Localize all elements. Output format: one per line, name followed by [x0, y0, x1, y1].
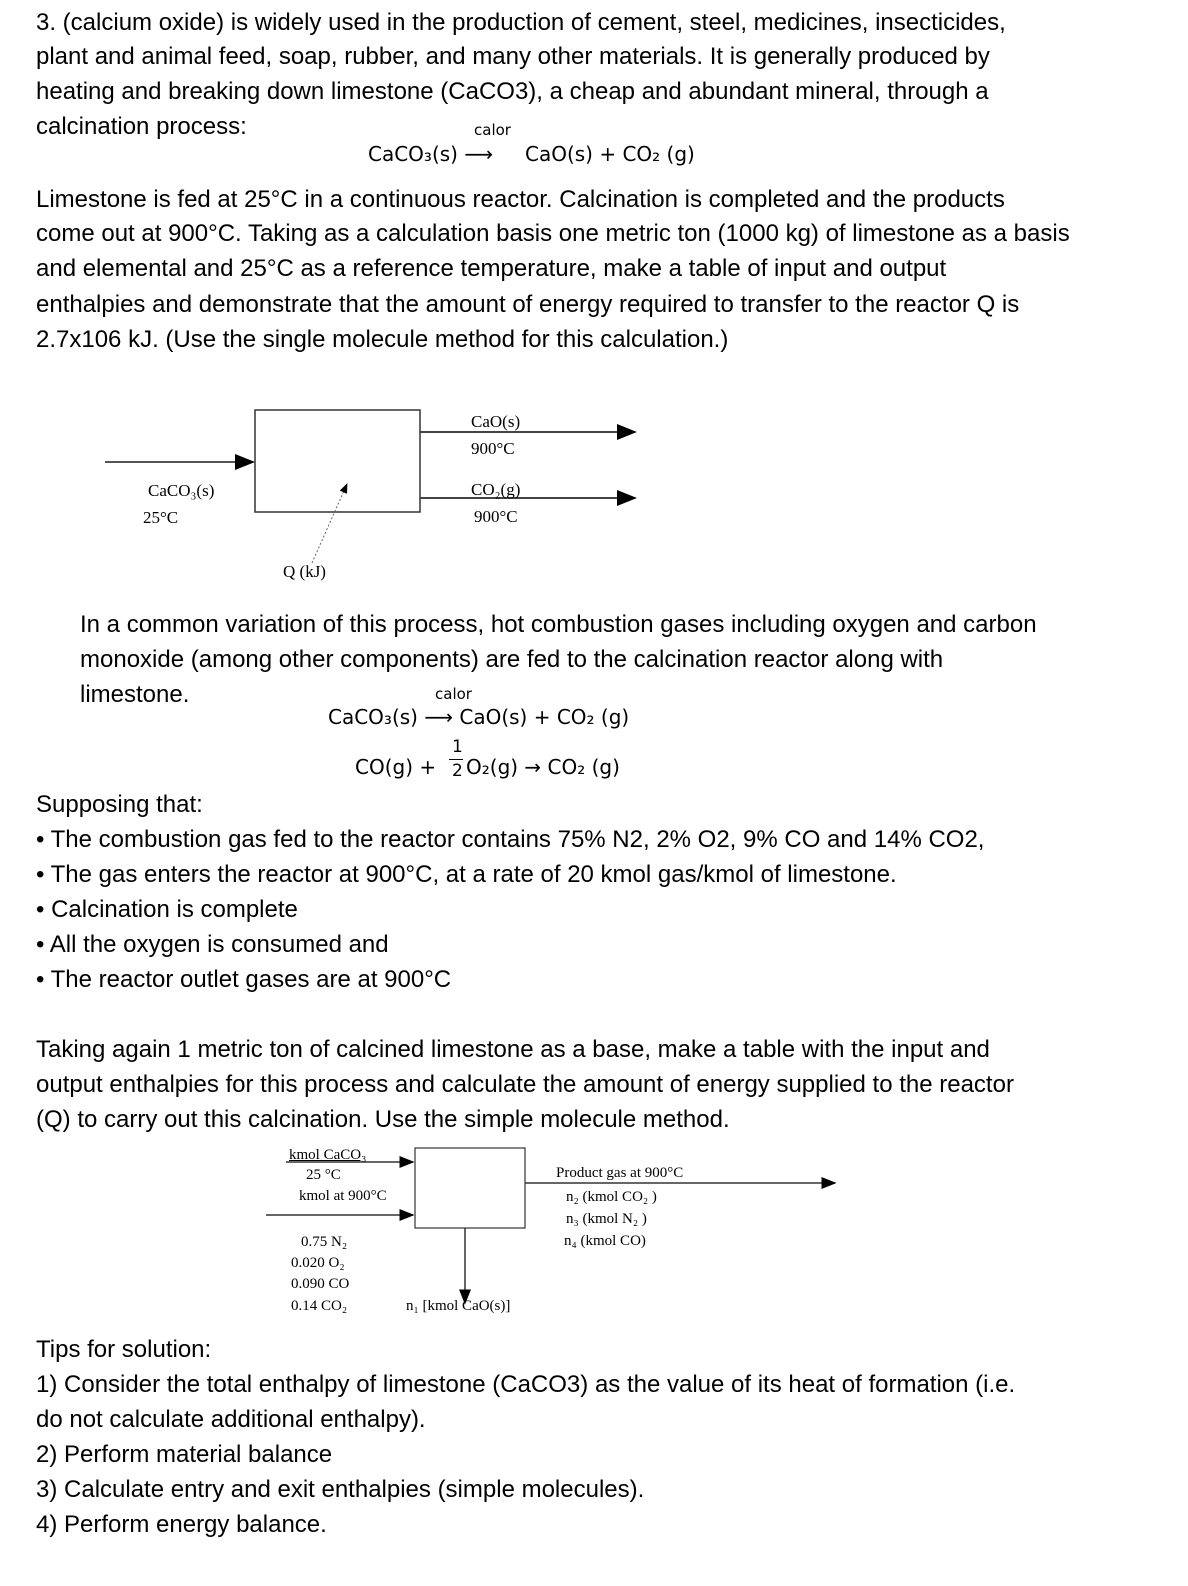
suppose-bullet: • The gas enters the reactor at 900°C, at a rate of 20 kmol gas/kmol of limestone.	[36, 861, 897, 888]
d1-feed-temp: 25°C	[143, 508, 179, 527]
eq1-rhs: CaO(s) + CO₂ (g)	[525, 142, 695, 166]
d1-heat: Q (kJ)	[283, 562, 326, 581]
intro-line: plant and animal feed, soap, rubber, and many other materials. It is generally produced by	[36, 43, 990, 70]
suppose-heading: Supposing that:	[36, 791, 203, 818]
d2-gas: 0.75 N₂	[301, 1234, 348, 1250]
para4-line: (Q) to carry out this calcination. Use the simple molecule method.	[36, 1106, 730, 1133]
eq1-over: calor	[474, 121, 511, 139]
d2-solid: n₁ [kmol CaO(s)]	[406, 1298, 511, 1314]
suppose-bullet: • The reactor outlet gases are at 900°C	[36, 966, 452, 993]
tips-line: 1) Consider the total enthalpy of limestone (CaCO3) as the value of its heat of formation (i.e.	[36, 1371, 1016, 1398]
d2-product: n₃ (kmol N₂ )	[566, 1211, 647, 1227]
eq2-over: calor	[435, 685, 472, 703]
para3-line: In a common variation of this process, hot combustion gases including oxygen and carbon	[80, 611, 1037, 638]
para2-line: 2.7x106 kJ. (Use the single molecule method for this calculation.)	[36, 326, 729, 353]
d2-feed2: kmol at 900°C	[299, 1188, 387, 1204]
intro-line: calcination process:	[36, 113, 247, 140]
para3-line: limestone.	[80, 681, 190, 708]
d2-feed1: kmol CaCO₃	[289, 1147, 367, 1163]
d2-product: n₂ (kmol CO₂ )	[566, 1189, 657, 1205]
eq2-line2a: CO(g) +	[355, 755, 437, 779]
eq2-line2b: O₂(g) → CO₂ (g)	[466, 755, 620, 779]
tips-line: do not calculate additional enthalpy).	[36, 1406, 426, 1433]
para2-line: Limestone is fed at 25°C in a continuous reactor. Calcination is completed and the products	[36, 186, 1005, 213]
para2-line: and elemental and 25°C as a reference temperature, make a table of input and output	[36, 255, 947, 282]
d2-gas: 0.020 O₂	[291, 1255, 345, 1271]
diagram2-shapes	[266, 1148, 835, 1303]
d2-product-head: Product gas at 900°C	[556, 1165, 684, 1181]
d2-gas: 0.14 CO₂	[291, 1298, 348, 1314]
para2-line: enthalpies and demonstrate that the amount of energy required to transfer to the reactor Q is	[36, 291, 1020, 318]
d1-out2-temp: 900°C	[474, 507, 518, 526]
d2-feed1-temp: 25 °C	[306, 1167, 341, 1183]
para3-line: monoxide (among other components) are fed to the calcination reactor along with	[80, 646, 944, 673]
para4-line: output enthalpies for this process and calculate the amount of energy supplied to the reactor	[36, 1071, 1014, 1098]
para4-line: Taking again 1 metric ton of calcined limestone as a base, make a table with the input and	[36, 1036, 990, 1063]
tips-line: 3) Calculate entry and exit enthalpies (simple molecules).	[36, 1476, 645, 1503]
tips-line: 4) Perform energy balance.	[36, 1511, 327, 1538]
eq2-frac-bar	[449, 759, 463, 760]
eq2-line1: CaCO₃(s) ⟶ CaO(s) + CO₂ (g)	[328, 705, 630, 729]
eq2-frac-den: 2	[452, 761, 463, 781]
d1-out1: CaO(s)	[471, 412, 521, 431]
d1-out2: CO₂(g)	[471, 480, 521, 499]
intro-line: heating and breaking down limestone (CaCO3), a cheap and abundant mineral, through a	[36, 78, 989, 105]
intro-line: 3. (calcium oxide) is widely used in the production of cement, steel, medicines, insecticides,	[36, 9, 1006, 36]
d1-feed: CaCO₃(s)	[148, 481, 215, 500]
suppose-bullet: • All the oxygen is consumed and	[36, 931, 389, 958]
para2-line: come out at 900°C. Taking as a calculation basis one metric ton (1000 kg) of limestone as a basis	[36, 220, 1070, 247]
suppose-bullet: • The combustion gas fed to the reactor contains 75% N2, 2% O2, 9% CO and 14% CO2,	[36, 826, 985, 853]
d2-gas: 0.090 CO	[291, 1276, 350, 1292]
suppose-bullet: • Calcination is complete	[36, 896, 298, 923]
eq1-lhs: CaCO₃(s) ⟶	[368, 142, 493, 166]
d1-out1-temp: 900°C	[471, 439, 515, 458]
tips-line: 2) Perform material balance	[36, 1441, 333, 1468]
d2-product: n₄ (kmol CO)	[564, 1233, 646, 1249]
tips-line: Tips for solution:	[36, 1336, 212, 1363]
eq2-frac-num: 1	[452, 737, 463, 757]
